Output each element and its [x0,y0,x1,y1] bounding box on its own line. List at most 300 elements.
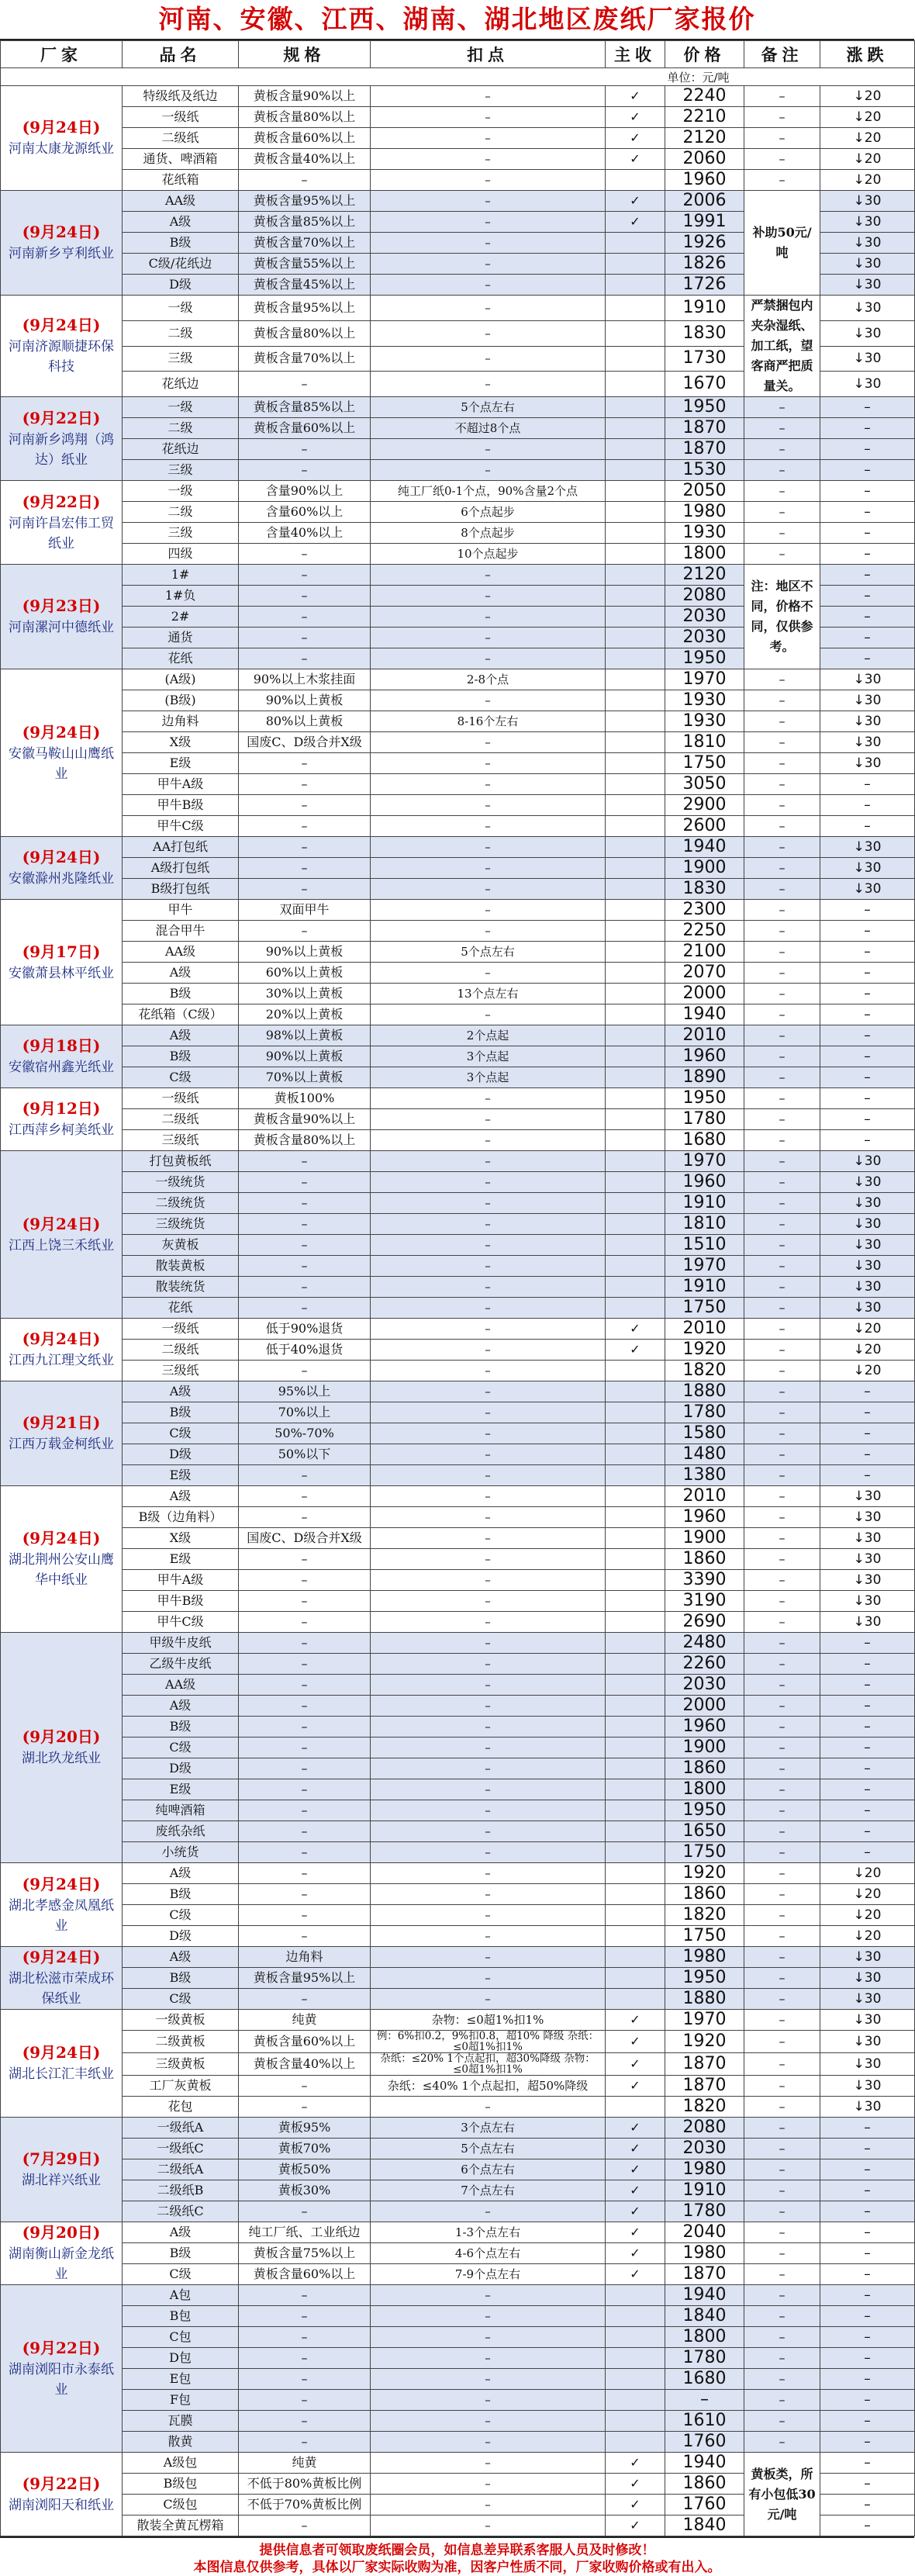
deduction-cell: 5个点左右 [371,2139,606,2159]
price-cell: 1910 [665,2180,744,2201]
table-row [1,1842,915,1863]
change-cell: ↓20 [820,1926,915,1947]
table-row [1,963,915,984]
product-cell: 花纸箱（C级） [123,1004,239,1025]
price-cell: 2070 [665,963,744,984]
spec-cell: 含量90%以上 [239,481,371,502]
price-cell: 1880 [665,1381,744,1402]
table-header-row [1,41,915,68]
change-cell: – [820,1004,915,1025]
change-cell: ↓30 [820,669,915,690]
change-cell: – [820,1738,915,1758]
deduction-cell: – [371,1088,606,1109]
product-cell: D级 [123,1926,239,1947]
price-cell: 1726 [665,275,744,296]
change-cell: ↓30 [820,879,915,900]
factory-date: (9月24日) [22,1948,101,1966]
main-cell: ✓ [606,2474,665,2495]
header-price: 价格 [665,41,744,68]
product-cell: AA打包纸 [123,837,239,858]
product-cell: C级/花纸边 [123,254,239,275]
product-cell: A级 [123,212,239,233]
main-cell: ✓ [606,2453,665,2474]
change-cell: – [820,1025,915,1046]
deduction-cell: – [371,628,606,648]
spec-cell: – [239,1361,371,1381]
price-cell: 1810 [665,732,744,753]
note-cell: – [744,1319,820,1340]
spec-cell: – [239,1633,371,1654]
main-cell [606,1989,665,2010]
factory-cell [1,1088,123,1151]
change-cell: – [820,2432,915,2453]
main-cell [606,1842,665,1863]
main-cell [606,1004,665,1025]
table-row [1,2031,915,2053]
price-cell: 1980 [665,502,744,523]
deduction-cell: – [371,1319,606,1340]
note-cell: – [744,2222,820,2243]
note-cell: – [744,1591,820,1612]
main-cell: ✓ [606,2159,665,2180]
table-row [1,858,915,879]
spec-cell: 黄板含量60%以上 [239,2264,371,2285]
product-cell: A级 [123,1863,239,1884]
deduction-cell: – [371,1654,606,1675]
main-cell: ✓ [606,107,665,128]
spec-cell: 60%以上黄板 [239,963,371,984]
spec-cell: – [239,1758,371,1779]
table-row [1,1256,915,1277]
product-cell: B级 [123,1046,239,1067]
main-cell [606,460,665,481]
note-cell: – [744,2159,820,2180]
deduction-cell: – [371,149,606,170]
change-cell: ↓20 [820,170,915,191]
product-cell: E包 [123,2369,239,2390]
deduction-cell: – [371,1863,606,1884]
change-cell: – [820,502,915,523]
price-cell: 2080 [665,586,744,607]
price-cell: 1750 [665,753,744,774]
table-row [1,565,915,586]
product-cell: 二级纸 [123,128,239,149]
table-row [1,2243,915,2264]
change-cell: – [820,2222,915,2243]
spec-cell: 黄板70% [239,2139,371,2159]
product-cell: C包 [123,2327,239,2348]
note-cell: – [744,732,820,753]
price-cell: 1730 [665,346,744,372]
spec-cell: – [239,1235,371,1256]
factory-name: 湖北荆州公安山鹰华中纸业 [9,1552,114,1588]
deduction-cell: – [371,1570,606,1591]
table-row [1,149,915,170]
product-cell: E级 [123,753,239,774]
deduction-cell: – [371,1381,606,1402]
factory-name: 湖北松滋市荣成环保纸业 [9,1971,114,2007]
table-row [1,2264,915,2285]
main-cell [606,233,665,254]
change-cell: ↓30 [820,2010,915,2031]
table-row [1,984,915,1004]
product-cell: 二级纸C [123,2201,239,2222]
product-cell: 二级纸A [123,2159,239,2180]
change-cell: – [820,628,915,648]
main-cell [606,607,665,628]
product-cell: 二级统货 [123,1193,239,1214]
price-table-body [1,86,915,2536]
deduction-cell: – [371,648,606,669]
change-cell: ↓20 [820,149,915,170]
table-row [1,1989,915,2010]
price-table [0,40,915,2536]
product-cell: B级 [123,1717,239,1738]
change-cell: – [820,1465,915,1486]
main-cell [606,2327,665,2348]
table-row [1,837,915,858]
change-cell: – [820,1758,915,1779]
note-cell: – [744,2411,820,2432]
spec-cell: 90%以上黄板 [239,942,371,963]
note-cell: – [744,397,820,418]
change-cell: – [820,481,915,502]
main-cell [606,439,665,460]
note-cell: – [744,2306,820,2327]
table-row [1,1779,915,1800]
table-row [1,732,915,753]
table-row [1,900,915,921]
deduction-cell: 7个点左右 [371,2180,606,2201]
change-cell: ↓30 [820,1277,915,1298]
table-row [1,523,915,544]
product-cell: 三级 [123,523,239,544]
change-cell: – [820,1088,915,1109]
price-cell: 1860 [665,1758,744,1779]
deduction-cell: – [371,586,606,607]
deduction-cell: 8个点起步 [371,523,606,544]
note-cell: – [744,1130,820,1151]
factory-date: (9月22日) [22,2338,101,2357]
product-cell: 一级纸 [123,1319,239,1340]
deduction-cell: – [371,1717,606,1738]
factory-name: 河南新乡亨利纸业 [9,246,114,261]
note-cell: – [744,1926,820,1947]
deduction-cell: 杂物：≤0超1%扣1% [371,2010,606,2031]
note-cell: – [744,1361,820,1381]
change-cell: – [820,984,915,1004]
price-cell: 1780 [665,1109,744,1130]
spec-cell: 不低于70%黄板比例 [239,2495,371,2515]
main-cell [606,816,665,837]
deduction-cell: – [371,2348,606,2369]
price-cell: 1980 [665,2243,744,2264]
note-cell: 注：地区不同，价格不同，仅供参考。 [744,565,820,669]
spec-cell: 低于40%退货 [239,1340,371,1361]
price-cell: 1530 [665,460,744,481]
product-cell: 1#负 [123,586,239,607]
note-cell: – [744,858,820,879]
deduction-cell: 3个点起 [371,1046,606,1067]
deduction-cell: – [371,753,606,774]
price-cell: 1880 [665,1989,744,2010]
change-cell: ↓30 [820,296,915,321]
spec-cell: – [239,1675,371,1696]
table-row [1,1235,915,1256]
product-cell: 甲牛A级 [123,774,239,795]
note-cell: – [744,439,820,460]
product-cell: 混合甲牛 [123,921,239,942]
factory-cell [1,2010,123,2118]
price-cell: 1910 [665,296,744,321]
product-cell: 通货、啤酒箱 [123,149,239,170]
main-cell [606,669,665,690]
deduction-cell: – [371,2515,606,2536]
spec-cell: 黄板30% [239,2180,371,2201]
product-cell: 三级纸 [123,1361,239,1381]
change-cell: – [820,1696,915,1717]
table-row [1,439,915,460]
deduction-cell: – [371,2201,606,2222]
main-cell [606,1256,665,1277]
spec-cell: 50%以下 [239,1444,371,1465]
price-cell: 1780 [665,2201,744,2222]
spec-cell: 90%以上黄板 [239,690,371,711]
change-cell: – [820,942,915,963]
spec-cell: – [239,2411,371,2432]
main-cell [606,1779,665,1800]
product-cell: 一级纸C [123,2139,239,2159]
spec-cell: 95%以上 [239,1381,371,1402]
product-cell: B级 [123,1968,239,1989]
table-row [1,1004,915,1025]
change-cell: – [820,397,915,418]
spec-cell: 国废C、D级合并X级 [239,732,371,753]
change-cell: ↓30 [820,2097,915,2118]
deduction-cell: 2-8个点 [371,669,606,690]
note-cell: – [744,963,820,984]
change-cell: ↓30 [820,1612,915,1633]
deduction-cell: – [371,1486,606,1507]
product-cell: E级 [123,1549,239,1570]
deduction-cell: – [371,732,606,753]
change-cell: ↓30 [820,1528,915,1549]
note-cell: – [744,1277,820,1298]
change-cell: ↓30 [820,191,915,212]
footer-line-2: 本图信息仅供参考，具体以厂家实际收购为准，因客户性质不同，厂家收购价格或有出入。 [193,2560,721,2575]
table-row [1,2432,915,2453]
spec-cell: – [239,1256,371,1277]
deduction-cell: – [371,565,606,586]
price-cell: 1970 [665,1151,744,1172]
spec-cell: 纯黄 [239,2010,371,2031]
spec-cell: – [239,1842,371,1863]
table-row [1,795,915,816]
price-cell: 1870 [665,2053,744,2076]
price-cell: 1580 [665,1423,744,1444]
factory-date: (9月24日) [22,1329,101,1348]
deduction-cell: – [371,1193,606,1214]
note-cell: – [744,2264,820,2285]
deduction-cell: 5个点左右 [371,397,606,418]
note-cell: – [744,1381,820,1402]
product-cell: D级 [123,1444,239,1465]
main-cell [606,502,665,523]
note-cell: – [744,1758,820,1779]
table-row [1,816,915,837]
main-cell [606,320,665,346]
spec-cell: – [239,1214,371,1235]
price-cell: 2120 [665,565,744,586]
table-row [1,1717,915,1738]
factory-cell [1,2118,123,2222]
deduction-cell: – [371,1926,606,1947]
change-cell: – [820,1675,915,1696]
factory-date: (9月24日) [22,316,101,334]
product-cell: A级 [123,963,239,984]
change-cell: – [820,460,915,481]
note-cell: – [744,1528,820,1549]
spec-cell: 黄板含量80%以上 [239,107,371,128]
price-cell: 1480 [665,1444,744,1465]
unit-row [1,68,915,86]
factory-name: 江西上饶三禾纸业 [9,1237,114,1253]
table-row [1,2159,915,2180]
product-cell: 三级 [123,346,239,372]
spec-cell: – [239,648,371,669]
note-cell: – [744,921,820,942]
product-cell: A级 [123,1947,239,1968]
product-cell: B级 [123,1884,239,1905]
product-cell: D包 [123,2348,239,2369]
deduction-cell: 纯工厂纸0-1个点，90%含量2个点 [371,481,606,502]
deduction-cell: – [371,254,606,275]
table-row [1,711,915,732]
spec-cell: – [239,816,371,837]
factory-date: (9月24日) [22,1214,101,1233]
deduction-cell: – [371,1675,606,1696]
header-main: 主收 [606,41,665,68]
table-row [1,1193,915,1214]
spec-cell: – [239,2348,371,2369]
change-cell: – [820,1717,915,1738]
spec-cell: 黄板含量95%以上 [239,191,371,212]
product-cell: 一级统货 [123,1172,239,1193]
table-row [1,1821,915,1842]
factory-cell [1,397,123,481]
deduction-cell: – [371,1423,606,1444]
price-cell: 1920 [665,2031,744,2053]
spec-cell: 纯黄 [239,2453,371,2474]
factory-name: 河南太康龙源纸业 [9,141,114,157]
note-cell: – [744,1549,820,1570]
product-cell: AA级 [123,191,239,212]
change-cell: – [820,1444,915,1465]
note-cell: – [744,481,820,502]
spec-cell: – [239,2201,371,2222]
factory-cell [1,2453,123,2536]
change-cell: – [820,2474,915,2495]
spec-cell: – [239,565,371,586]
factory-date: (9月17日) [22,942,101,961]
price-cell: 1680 [665,1130,744,1151]
main-cell [606,1130,665,1151]
factory-cell [1,1319,123,1381]
change-cell: – [820,565,915,586]
factory-name: 江西万载金柯纸业 [9,1437,114,1452]
table-row [1,2201,915,2222]
spec-cell: 边角料 [239,1947,371,1968]
spec-cell: 黄板100% [239,1088,371,1109]
factory-date: (9月22日) [22,408,101,427]
table-row [1,1612,915,1633]
spec-cell: – [239,1549,371,1570]
main-cell: ✓ [606,2180,665,2201]
spec-cell: – [239,2097,371,2118]
product-cell: C级 [123,1989,239,2010]
deduction-cell: 7-9个点左右 [371,2264,606,2285]
factory-name: 湖南衡山新金龙纸业 [9,2246,114,2282]
note-cell: – [744,523,820,544]
factory-date: (9月24日) [22,1874,101,1893]
factory-date: (9月12日) [22,1099,101,1118]
note-cell: – [744,1235,820,1256]
price-cell: 1650 [665,1821,744,1842]
spec-cell: – [239,628,371,648]
factory-cell [1,2222,123,2285]
spec-cell: – [239,1821,371,1842]
spec-cell: – [239,921,371,942]
price-cell: 1900 [665,1738,744,1758]
change-cell: – [820,607,915,628]
spec-cell: – [239,2327,371,2348]
spec-cell: – [239,170,371,191]
deduction-cell: – [371,1528,606,1549]
price-cell: 1810 [665,1214,744,1235]
change-cell: – [820,2139,915,2159]
product-cell: 散黄 [123,2432,239,2453]
table-row [1,2285,915,2306]
main-cell [606,1926,665,1947]
deduction-cell: – [371,607,606,628]
spec-cell: – [239,879,371,900]
product-cell: 三级纸 [123,1130,239,1151]
spec-cell: 双面甲牛 [239,900,371,921]
main-cell [606,858,665,879]
note-cell: – [744,149,820,170]
table-row [1,1528,915,1549]
change-cell: – [820,2201,915,2222]
deduction-cell: – [371,2474,606,2495]
deduction-cell: 13个点左右 [371,984,606,1004]
product-cell: 二级纸 [123,1340,239,1361]
product-cell: E级 [123,1779,239,1800]
main-cell [606,372,665,397]
product-cell: 甲牛B级 [123,795,239,816]
product-cell: 二级纸B [123,2180,239,2201]
deduction-cell: 6个点起步 [371,502,606,523]
main-cell [606,1465,665,1486]
note-cell: – [744,1800,820,1821]
change-cell: ↓30 [820,2076,915,2097]
factory-cell [1,669,123,837]
change-cell: ↓30 [820,1968,915,1989]
deduction-cell: – [371,1800,606,1821]
change-cell: ↓30 [820,212,915,233]
change-cell: ↓30 [820,1549,915,1570]
table-row [1,1088,915,1109]
table-row [1,2076,915,2097]
